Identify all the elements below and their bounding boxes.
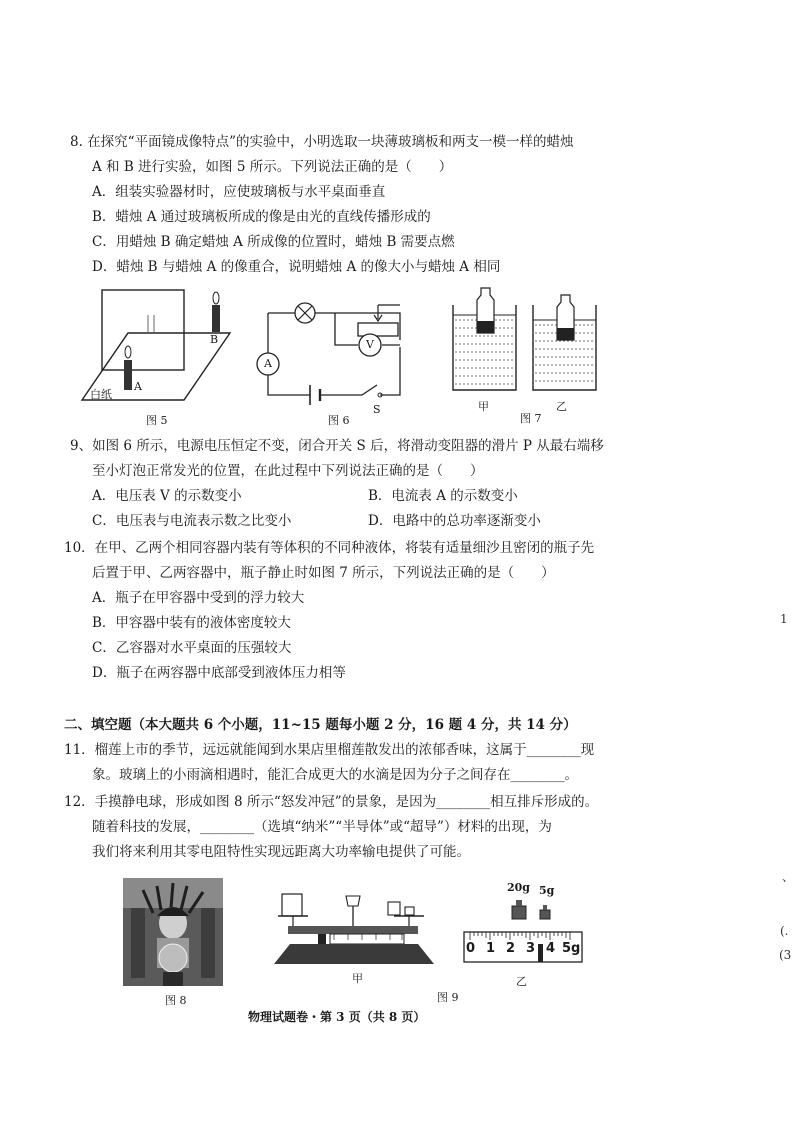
fig5-caption: 图 5: [146, 414, 168, 427]
q10-line2: 后置于甲、乙两容器中，瓶子静止时如图 7 所示，下列说法正确的是（ ）: [92, 565, 555, 581]
fig5-label-a: A: [134, 380, 142, 393]
figure-8-photo: [123, 878, 223, 986]
tick-label-0: 0: [466, 941, 476, 956]
tick-label-1: 1: [486, 941, 496, 956]
margin-mark-2: 、: [782, 870, 794, 884]
q10-option-c: C．乙容器对水平桌面的压强较大: [92, 640, 292, 656]
rheostat: [358, 323, 398, 336]
fig7-label-jia: 甲: [478, 400, 489, 413]
fig7-caption: 图 7: [520, 412, 542, 425]
margin-mark-4: (3: [779, 948, 792, 962]
glass-plate: [102, 290, 184, 370]
fig5-paper-label: 白纸: [90, 388, 112, 401]
fig9-caption: 图 9: [437, 991, 459, 1004]
q9-option-b: B．电流表 A 的示数变小: [368, 488, 518, 504]
tick-label-3: 3: [526, 941, 536, 956]
figure-9-balance: [268, 882, 440, 968]
fig9-weight-20g: 20g: [507, 881, 530, 894]
figure-7-containers: [448, 285, 608, 397]
beaker: [282, 894, 302, 916]
weight-5g: [540, 910, 550, 919]
q9-line1: 9、如图 6 所示，电源电压恒定不变，闭合开关 S 后，将滑动变阻器的滑片 P 从最右端移: [70, 438, 604, 454]
q9-option-a: A．电压表 V 的示数变小: [92, 488, 242, 504]
beam: [288, 926, 418, 934]
fig5-label-b: B: [210, 333, 219, 346]
section-2-title: 二、填空题（本大题共 6 个小题，11~15 题每小题 2 分，16 题 4 分，共 14 分）: [64, 717, 577, 733]
page-footer: 物理试题卷・第 3 页（共 8 页）: [248, 1010, 426, 1024]
fig6-label-a: A: [264, 357, 272, 370]
q9-line2: 至小灯泡正常发光的位置，在此过程中下列说法正确的是（ ）: [92, 463, 484, 479]
ruler-tick-labels: [462, 941, 586, 957]
q8-option-d: D．蜡烛 B 与蜡烛 A 的像重合，说明蜡烛 A 的像大小与蜡烛 A 相同: [92, 259, 501, 275]
tick-label-2: 2: [506, 941, 516, 956]
q10-option-a: A．瓶子在甲容器中受到的浮力较大: [92, 590, 305, 606]
fig9-label-jia: 甲: [352, 972, 363, 985]
switch-s: [362, 385, 377, 395]
fig9-weight-5g: 5g: [539, 884, 555, 897]
fig6-caption: 图 6: [328, 414, 350, 427]
q10-option-d: D．瓶子在两容器中底部受到液体压力相等: [92, 665, 346, 681]
candle-b: [212, 305, 220, 332]
tick-label-4: 4: [546, 941, 556, 956]
fig9-label-yi: 乙: [516, 975, 527, 988]
margin-mark-1: 1: [780, 612, 788, 626]
tick-label-5g: 5g: [562, 941, 581, 956]
fig6-label-v: V: [366, 338, 374, 351]
figure-6-circuit: [250, 285, 415, 410]
q12-line3: 我们将来利用其零电阻特性实现远距离大功率输电提供了可能。: [92, 844, 470, 860]
q9-option-c: C．电压表与电流表示数之比变小: [92, 513, 292, 529]
q10-line1: 10．在甲、乙两个相同容器内装有等体积的不同种液体，将装有适量细沙且密闭的瓶子先: [64, 540, 595, 556]
q12-line1: 12．手摸静电球，形成如图 8 所示“怒发冲冠”的景象，是因为________相互排斥形成的。: [64, 794, 599, 810]
q8-option-c: C．用蜡烛 B 确定蜡烛 A 所成像的位置时，蜡烛 B 需要点燃: [92, 234, 455, 250]
q12-line2: 随着科技的发展，________（选填“纳米”“半导体”或“超导”）材料的出现，为: [92, 819, 552, 835]
base: [274, 944, 434, 964]
fig6-label-s: S: [373, 403, 381, 416]
q8-option-b: B．蜡烛 A 通过玻璃板所成的像是由光的直线传播形成的: [92, 209, 431, 225]
q11-line1: 11．榴莲上市的季节，远远就能闻到水果店里榴莲散发出的浓郁香味，这属于________现: [64, 742, 595, 758]
margin-mark-3: (.: [780, 924, 789, 938]
q10-option-b: B．甲容器中装有的液体密度较大: [92, 615, 291, 631]
candle-a: [124, 360, 132, 390]
fig7-label-yi: 乙: [556, 400, 567, 413]
q8-line2: A 和 B 进行实验，如图 5 所示。下列说法正确的是（ ）: [92, 159, 453, 175]
q8-line1: 8. 在探究“平面镜成像特点”的实验中，小明选取一块薄玻璃板和两支一模一样的蜡烛: [70, 134, 574, 150]
q9-option-d: D．电路中的总功率逐渐变小: [368, 513, 541, 529]
q8-option-a: A．组装实验器材时，应使玻璃板与水平桌面垂直: [92, 184, 386, 200]
q11-line2: 象。玻璃上的小雨滴相遇时，能汇合成更大的水滴是因为分子之间存在________。: [92, 767, 578, 783]
balance-scale: [330, 934, 404, 944]
static-ball: [159, 944, 187, 972]
weight-20g: [512, 906, 526, 919]
fig8-caption: 图 8: [165, 994, 187, 1007]
